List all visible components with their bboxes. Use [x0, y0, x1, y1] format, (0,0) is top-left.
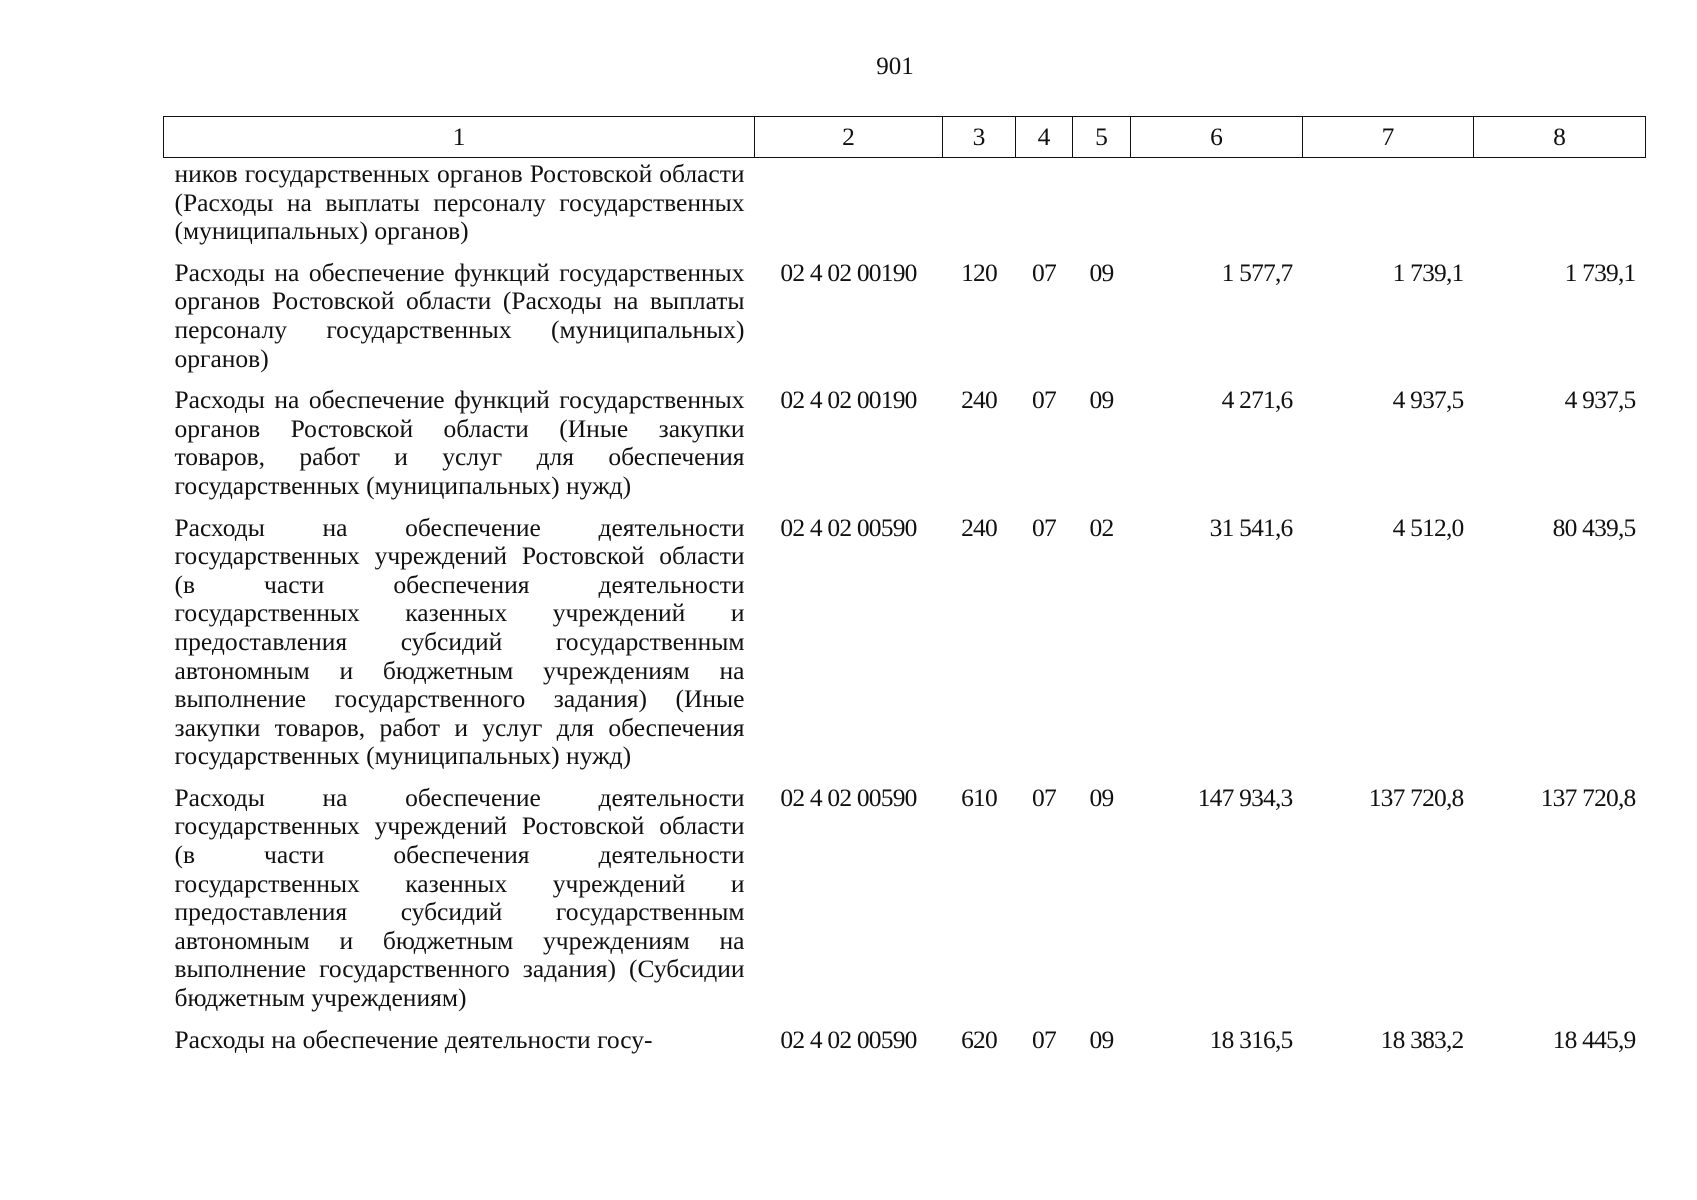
amount-year-1: 31 541,6	[1209, 512, 1293, 542]
expense-type-code: 240	[961, 385, 997, 415]
amount-year-1: 1 577,7	[1221, 257, 1293, 287]
expense-type-code: 620	[961, 1024, 997, 1054]
expense-type-code: 610	[961, 782, 997, 812]
row-description: Расходы на обеспечение деятельности госу-	[174, 1024, 653, 1054]
amount-year-3: 18 445,9	[1552, 1024, 1636, 1054]
section-code: 07	[1032, 257, 1056, 287]
amount-year-3: 1 739,1	[1564, 257, 1636, 287]
amount-year-3	[1474, 158, 1646, 256]
section-code: 07	[1032, 512, 1056, 542]
column-header-6: 6	[1131, 117, 1303, 158]
target-article-code: 02 4 02 00590	[780, 782, 917, 812]
amount-year-2	[1303, 158, 1474, 256]
budget-table-container	[163, 116, 1645, 1064]
target-article-code	[755, 158, 943, 256]
table-row	[164, 158, 1646, 256]
section-code: 07	[1032, 782, 1056, 812]
header-row	[164, 117, 1646, 158]
section-code: 07	[1032, 385, 1056, 415]
amount-year-2: 18 383,2	[1380, 1024, 1464, 1054]
subsection-code	[1073, 158, 1131, 256]
target-article-code: 02 4 02 00190	[780, 257, 917, 287]
expense-type-code: 120	[961, 257, 997, 287]
amount-year-3: 80 439,5	[1552, 512, 1636, 542]
subsection-code: 09	[1089, 257, 1114, 287]
budget-table	[163, 116, 1646, 1064]
amount-year-3: 137 720,8	[1540, 782, 1636, 812]
column-header-2: 2	[755, 117, 943, 158]
amount-year-2: 4 512,0	[1392, 512, 1464, 542]
amount-year-1	[1131, 158, 1303, 256]
amount-year-1: 4 271,6	[1221, 385, 1293, 415]
table-row	[164, 1023, 1646, 1065]
table-row	[164, 256, 1646, 383]
expense-type-code: 240	[961, 512, 997, 542]
column-header-4: 4	[1016, 117, 1073, 158]
target-article-code: 02 4 02 00190	[780, 385, 917, 415]
row-description: ников государственных органов Ростовской области (Расходы на выплаты персоналу государственных (муниципальных) органов)	[174, 159, 745, 246]
subsection-code: 02	[1089, 512, 1114, 542]
column-header-3: 3	[943, 117, 1016, 158]
page-number: 901	[876, 53, 914, 80]
table-row	[164, 383, 1646, 510]
column-header-1: 1	[164, 117, 755, 158]
row-description: Расходы на обеспечение деятельности государственных учреждений Ростовской области (в части обеспечения деятельности государственных казенных учреждений и предоставления субсидий государственным автономным и бюджетным учреждениям на выполнение государственного задания) (Субсидии бюджетным учреждениям)	[174, 782, 745, 1013]
column-header-8: 8	[1474, 117, 1646, 158]
amount-year-2: 1 739,1	[1392, 257, 1464, 287]
subsection-code: 09	[1089, 385, 1114, 415]
amount-year-1: 147 934,3	[1197, 782, 1293, 812]
row-description: Расходы на обеспечение деятельности государственных учреждений Ростовской области (в части обеспечения деятельности государственных казенных учреждений и предоставления субсидий государственным автономным и бюджетным учреждениям на выполнение государственного задания) (Иные закупки товаров, работ и услуг для обеспечения государственных (муниципальных) нужд)	[174, 512, 745, 771]
section-code	[1016, 158, 1073, 256]
subsection-code: 09	[1089, 782, 1114, 812]
section-code: 07	[1032, 1024, 1056, 1054]
subsection-code: 09	[1089, 1024, 1114, 1054]
target-article-code: 02 4 02 00590	[780, 512, 917, 542]
amount-year-2: 137 720,8	[1368, 782, 1464, 812]
column-header-5: 5	[1073, 117, 1131, 158]
amount-year-3: 4 937,5	[1564, 385, 1636, 415]
expense-type-code	[943, 158, 1016, 256]
row-description: Расходы на обеспечение функций государственных органов Ростовской области (Расходы на выплаты персоналу государственных (муниципальных) органов)	[174, 257, 745, 373]
column-header-7: 7	[1303, 117, 1474, 158]
table-row	[164, 511, 1646, 781]
amount-year-2: 4 937,5	[1392, 385, 1464, 415]
table-row	[164, 781, 1646, 1023]
amount-year-1: 18 316,5	[1209, 1024, 1293, 1054]
target-article-code: 02 4 02 00590	[780, 1024, 917, 1054]
row-description: Расходы на обеспечение функций государственных органов Ростовской области (Иные закупки товаров, работ и услуг для обеспечения государственных (муниципальных) нужд)	[174, 385, 745, 500]
